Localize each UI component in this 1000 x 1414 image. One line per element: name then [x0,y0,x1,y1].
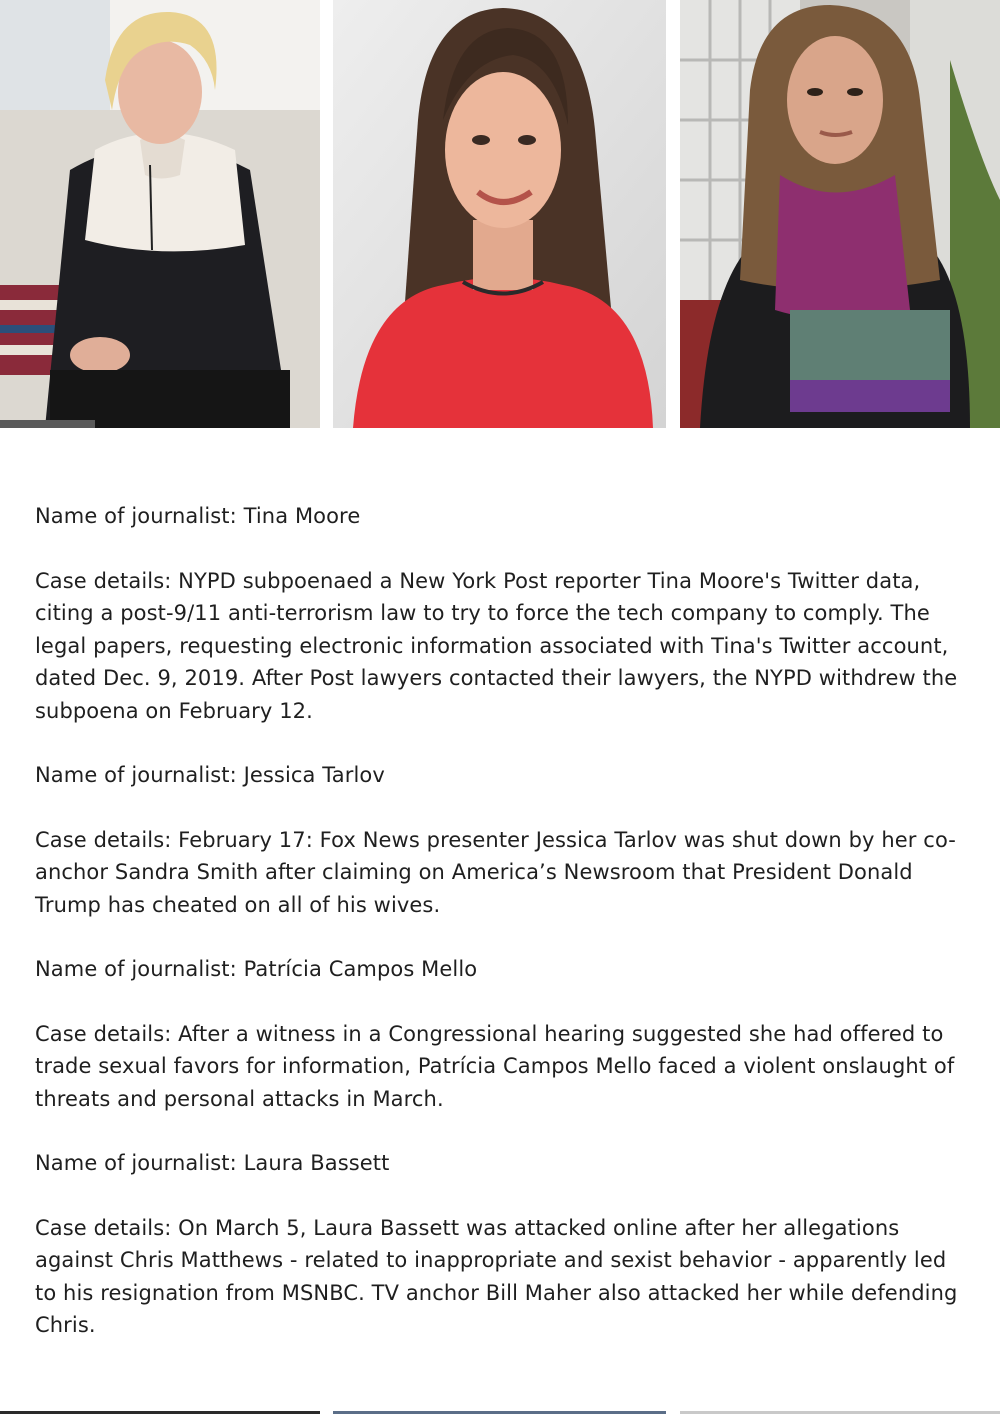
case-details: Case details: NYPD subpoenaed a New York Post reporter Tina Moore's Twitter data, citing a post-9/11 anti-terrorism law to try to force the tech company to comply. The legal papers, requesting electronic information associated with Tina's Twitter account, dated Dec. 9, 2019. After Post lawyers contacted their lawyers, the NYPD withdrew the subpoena on February 12. [35,568,958,723]
bottom-photo-strip [0,1408,1000,1414]
case-details: Case details: On March 5, Laura Bassett was attacked online after her allegations against Chris Matthews - related to inappropriate and sexist behavior - apparently led to his resignation from MSNBC. TV anchor Bill Maher also attacked her while defending Chris. [35,1215,958,1337]
portrait-image [333,0,666,428]
case-details: Case details: After a witness in a Congressional hearing suggested she had offered to trade sexual favors for information, Patrícia Campos Mello faced a violent onslaught of threats and personal attacks in March. [35,1021,955,1111]
journalist-name: Name of journalist: Patrícia Campos Mello [35,957,478,981]
photo-jessica-tarlov [333,0,666,428]
portrait-image [680,0,1000,428]
article-body [35,500,970,1374]
photo-tina-moore [0,0,320,428]
journalist-name: Name of journalist: Jessica Tarlov [35,763,385,787]
portrait-image [0,0,320,428]
journalist-name: Name of journalist: Laura Bassett [35,1151,390,1175]
journalist-name: Name of journalist: Tina Moore [35,504,361,528]
photo-row [0,0,1000,428]
case-details: Case details: February 17: Fox News presenter Jessica Tarlov was shut down by her co-anchor Sandra Smith after claiming on America’s Newsroom that President Donald Trump has cheated on all of his wives. [35,827,956,917]
photo-patricia-campos-mello [680,0,1000,428]
